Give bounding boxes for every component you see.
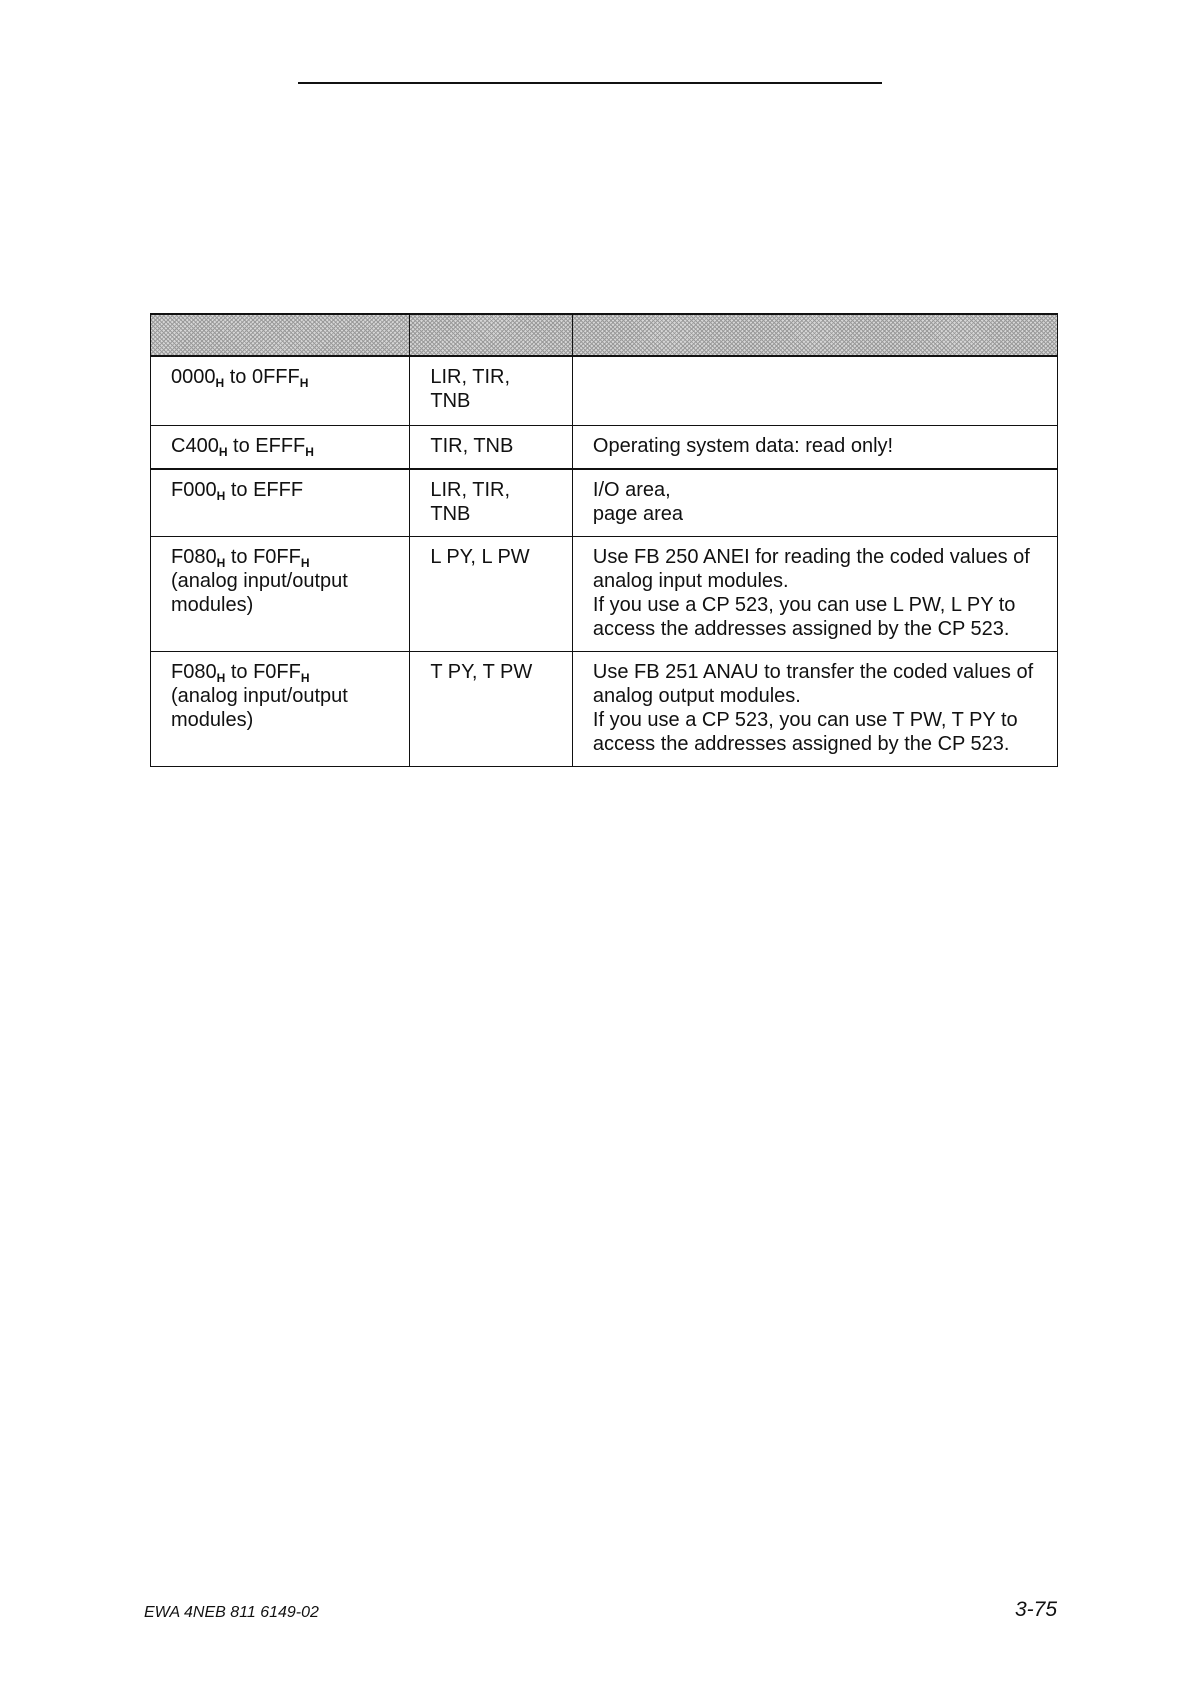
range-end: EFFF: [253, 479, 304, 501]
range-description: modules): [171, 709, 254, 731]
table-header-row: [151, 314, 1058, 356]
range-description: (analog input/output: [171, 570, 348, 592]
range-end: F0FF: [253, 661, 301, 683]
operations-cell: L PY, L PW: [410, 537, 573, 652]
address-range-cell: [151, 426, 410, 470]
header-rule: [298, 82, 882, 84]
range-to: to: [225, 661, 254, 683]
note-line: page area: [592, 503, 683, 525]
address-range-cell: [151, 469, 410, 537]
header-cell-2: [410, 314, 573, 356]
note-line: If you use a CP 523, you can use L PW, L PY to: [592, 594, 1016, 616]
page-number: 3-75: [1014, 1598, 1057, 1621]
range-description: modules): [171, 594, 254, 616]
hex-suffix: H: [215, 376, 225, 390]
hex-suffix: H: [218, 445, 228, 459]
note-line: Use FB 251 ANAU to transfer the coded values of: [592, 661, 1034, 683]
hex-suffix: H: [216, 489, 226, 503]
notes-cell: [572, 469, 1057, 537]
header-cell-1: [151, 314, 410, 356]
operations-cell: LIR, TIR, TNB: [410, 356, 573, 426]
operations-cell: LIR, TIR, TNB: [410, 469, 573, 537]
note-line: access the addresses assigned by the CP 523.: [592, 618, 1010, 640]
notes-cell: [572, 426, 1057, 470]
address-range-cell: [151, 537, 410, 652]
table-row: [151, 652, 1058, 767]
address-range-cell: [151, 356, 410, 426]
hex-suffix: H: [305, 445, 314, 459]
range-end: EFFF: [255, 435, 306, 457]
range-to: to: [224, 366, 252, 388]
hex-suffix: H: [216, 671, 226, 685]
operations-cell: T PY, T PW: [410, 652, 573, 767]
note-line: If you use a CP 523, you can use T PW, T PY to: [592, 709, 1018, 731]
notes-cell: [572, 537, 1057, 652]
note-line: access the addresses assigned by the CP 523.: [592, 733, 1010, 755]
document-number: EWA 4NEB 811 6149-02: [144, 1604, 319, 1621]
range-start: F080: [171, 661, 217, 683]
range-description: (analog input/output: [171, 685, 348, 707]
note-line: Operating system data: read only!: [592, 435, 894, 457]
range-start: 0000: [171, 366, 216, 388]
range-to: to: [225, 479, 254, 501]
hex-suffix: H: [299, 376, 309, 390]
hex-suffix: H: [300, 671, 310, 685]
range-to: to: [225, 546, 254, 568]
note-line: analog input modules.: [592, 570, 789, 592]
operations-cell: TIR, TNB: [410, 426, 573, 470]
note-line: I/O area,: [592, 479, 671, 501]
hex-suffix: H: [216, 556, 226, 570]
note-line: analog output modules.: [592, 685, 801, 707]
address-area-table: [150, 313, 1058, 767]
range-end: 0FFF: [251, 366, 300, 388]
table-row: [151, 356, 1058, 426]
table-row: [151, 537, 1058, 652]
table-row: [151, 426, 1058, 470]
range-start: C400: [171, 435, 219, 457]
notes-cell: [572, 356, 1057, 426]
table-row: [151, 469, 1058, 537]
range-start: F000: [171, 479, 217, 501]
address-range-cell: [151, 652, 410, 767]
hex-suffix: H: [300, 556, 310, 570]
range-start: F080: [171, 546, 217, 568]
range-to: to: [227, 435, 256, 457]
range-end: F0FF: [253, 546, 301, 568]
notes-cell: [572, 652, 1057, 767]
note-line: Use FB 250 ANEI for reading the coded values of: [592, 546, 1030, 568]
header-cell-3: [572, 314, 1057, 356]
